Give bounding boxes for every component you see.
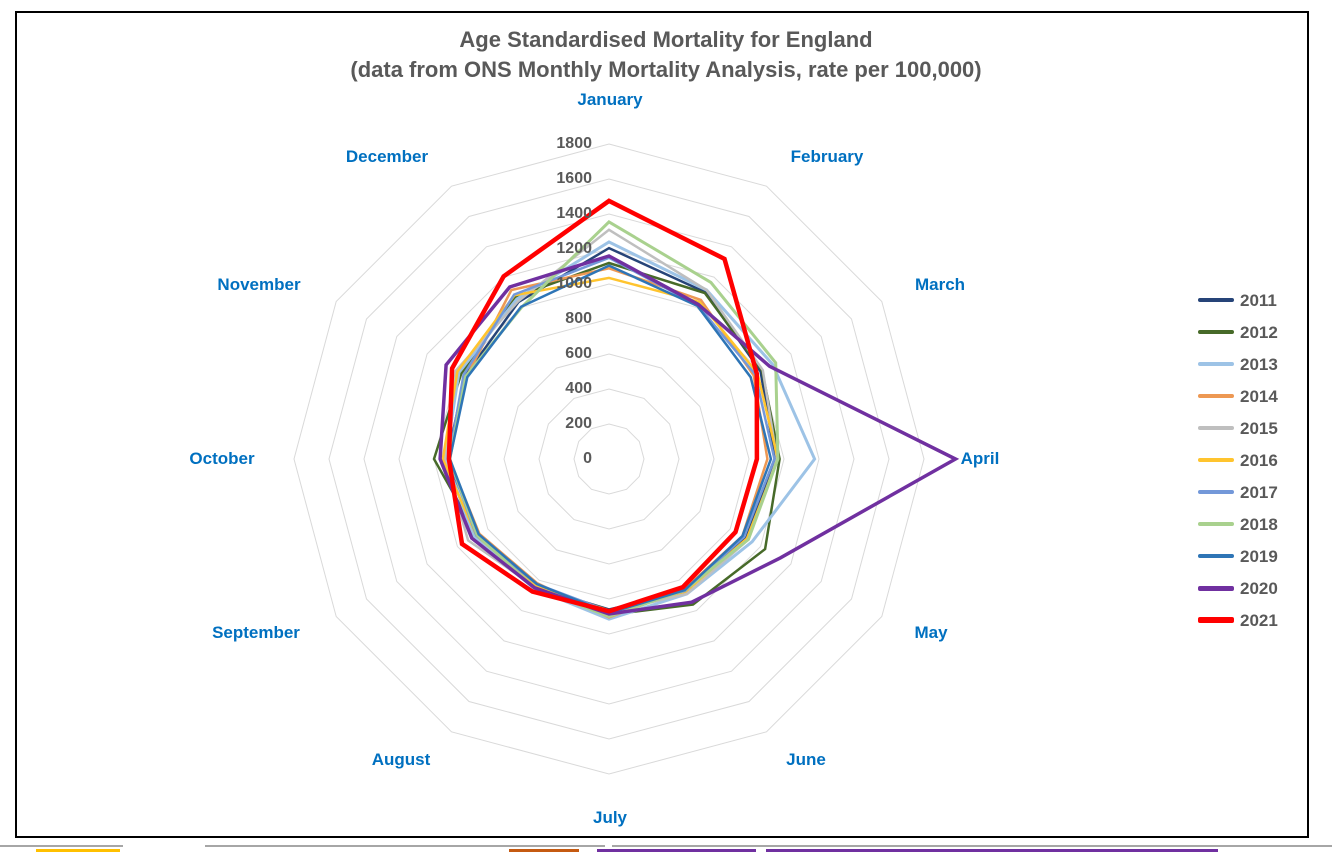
legend-item-2011[interactable] (1198, 284, 1278, 316)
month-label-april: April (960, 449, 1000, 468)
legend-item-2017[interactable] (1198, 476, 1278, 508)
legend-label-2020: 2020 (1240, 578, 1278, 598)
month-label-august: August (371, 750, 431, 769)
month-label-october: October (189, 449, 255, 468)
legend-swatch-2011 (1198, 298, 1234, 302)
legend-label-2016: 2016 (1240, 450, 1278, 470)
legend-swatch-2013 (1198, 362, 1234, 366)
legend-swatch-2019 (1198, 554, 1234, 558)
axis-tick-400: 400 (565, 380, 592, 397)
legend-swatch-2017 (1198, 490, 1234, 494)
axis-tick-1600: 1600 (556, 170, 592, 187)
legend-item-2021[interactable] (1198, 604, 1278, 636)
legend-label-2015: 2015 (1240, 418, 1278, 438)
legend-label-2019: 2019 (1240, 546, 1278, 566)
chart-title (0, 25, 1332, 85)
legend-label-2011: 2011 (1240, 290, 1277, 310)
month-label-december: December (345, 147, 429, 166)
chart-title-line1: Age Standardised Mortality for England (459, 27, 873, 52)
chart-frame[interactable] (15, 11, 1309, 838)
legend-swatch-2021 (1198, 617, 1234, 623)
chart-title-line2: (data from ONS Monthly Mortality Analysis, rate per 100,000) (350, 57, 982, 82)
legend-swatch-2020 (1198, 586, 1234, 591)
legend-item-2018[interactable] (1198, 508, 1278, 540)
month-label-june: June (786, 750, 826, 769)
axis-tick-1000: 1000 (556, 275, 592, 292)
legend-item-2016[interactable] (1198, 444, 1278, 476)
legend-item-2020[interactable] (1198, 572, 1278, 604)
legend-item-2015[interactable] (1198, 412, 1278, 444)
legend-label-2012: 2012 (1240, 322, 1278, 342)
month-label-november: November (217, 275, 301, 294)
month-label-july: July (592, 808, 628, 827)
legend-swatch-2012 (1198, 330, 1234, 334)
axis-tick-1400: 1400 (556, 205, 592, 222)
legend-item-2013[interactable] (1198, 348, 1278, 380)
axis-tick-600: 600 (565, 345, 592, 362)
legend-label-2013: 2013 (1240, 354, 1278, 374)
legend-item-2014[interactable] (1198, 380, 1278, 412)
axis-tick-0: 0 (583, 450, 592, 467)
legend-item-2019[interactable] (1198, 540, 1278, 572)
month-label-february: February (790, 147, 864, 166)
legend-label-2017: 2017 (1240, 482, 1278, 502)
axis-tick-200: 200 (565, 415, 592, 432)
axis-tick-800: 800 (565, 310, 592, 327)
chart-legend (1198, 284, 1278, 636)
legend-label-2021: 2021 (1240, 610, 1278, 630)
legend-swatch-2016 (1198, 458, 1234, 462)
legend-item-2012[interactable] (1198, 316, 1278, 348)
legend-swatch-2015 (1198, 426, 1234, 430)
legend-label-2018: 2018 (1240, 514, 1278, 534)
month-label-january: January (577, 90, 643, 109)
legend-label-2014: 2014 (1240, 386, 1278, 406)
month-label-september: September (212, 623, 300, 642)
legend-swatch-2014 (1198, 394, 1234, 398)
legend-swatch-2018 (1198, 522, 1234, 526)
month-label-march: March (914, 275, 966, 294)
axis-tick-1800: 1800 (556, 135, 592, 152)
month-label-may: May (914, 623, 948, 642)
axis-tick-1200: 1200 (556, 240, 592, 257)
